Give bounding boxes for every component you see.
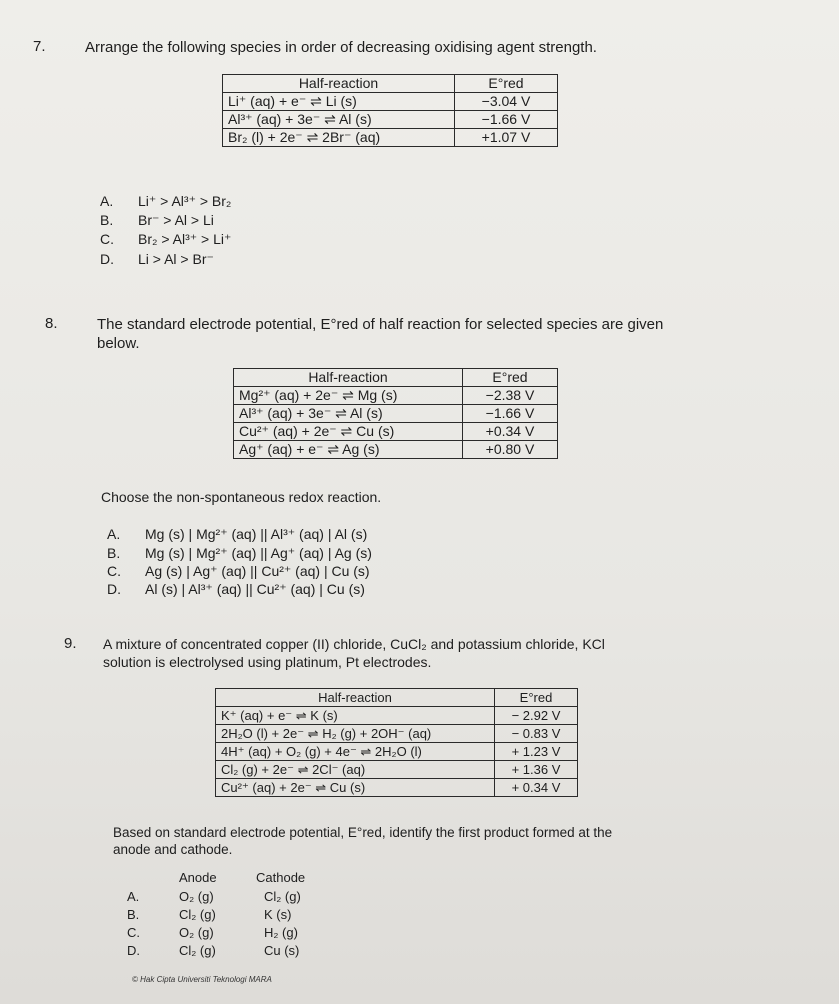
half-reaction-cell: 2H₂O (l) + 2e⁻ ⇌ H₂ (g) + 2OH⁻ (aq) — [216, 725, 495, 743]
option-cathode: Cl₂ (g) — [264, 889, 301, 904]
table-row — [216, 725, 578, 743]
option-letter: A. — [107, 526, 121, 542]
potential-cell: +0.34 V — [463, 423, 558, 441]
option-letter: C. — [100, 231, 114, 247]
half-reaction-cell: Cu²⁺ (aq) + 2e⁻ ⇌ Cu (s) — [216, 779, 495, 797]
option-cathode: Cu (s) — [264, 943, 300, 958]
option-anode: O₂ (g) — [179, 925, 214, 940]
option-letter: A. — [127, 889, 140, 904]
half-reaction-cell: Ag⁺ (aq) + e⁻ ⇌ Ag (s) — [234, 441, 463, 459]
option-text: Li⁺ > Al³⁺ > Br₂ — [138, 193, 232, 209]
half-reaction-cell: Mg²⁺ (aq) + 2e⁻ ⇌ Mg (s) — [234, 387, 463, 405]
table-row — [234, 441, 558, 459]
option-text: Al (s) | Al³⁺ (aq) || Cu²⁺ (aq) | Cu (s) — [145, 581, 365, 597]
question-8-text-line2: below. — [97, 335, 140, 352]
q7-option-d[interactable] — [100, 251, 214, 268]
table-row — [223, 129, 558, 147]
q9-option-c[interactable] — [127, 924, 298, 941]
question-9-number: 9. — [64, 635, 77, 652]
table-row — [223, 111, 558, 129]
potential-cell: − 2.92 V — [495, 707, 578, 725]
option-text: Br⁻ > Al > Li — [138, 212, 214, 228]
table-row — [216, 743, 578, 761]
table-header-potential: E°red — [455, 75, 558, 93]
cathode-column-header: Cathode — [256, 870, 306, 885]
q8-option-a[interactable] — [107, 526, 367, 543]
q7-option-a[interactable] — [100, 193, 231, 210]
q7-half-reaction-table — [222, 74, 558, 147]
q8-option-d[interactable] — [107, 581, 365, 598]
option-letter: C. — [107, 563, 121, 579]
table-row — [223, 93, 558, 111]
question-8-number: 8. — [45, 315, 58, 332]
table-row — [234, 423, 558, 441]
table-header-half-reaction: Half-reaction — [234, 369, 463, 387]
half-reaction-cell: Cu²⁺ (aq) + 2e⁻ ⇌ Cu (s) — [234, 423, 463, 441]
half-reaction-cell: Br₂ (l) + 2e⁻ ⇌ 2Br⁻ (aq) — [223, 129, 455, 147]
table-row — [216, 707, 578, 725]
potential-cell: −3.04 V — [455, 93, 558, 111]
half-reaction-cell: Al³⁺ (aq) + 3e⁻ ⇌ Al (s) — [223, 111, 455, 129]
question-9-prompt-line2: anode and cathode. — [113, 842, 233, 857]
half-reaction-cell: 4H⁺ (aq) + O₂ (g) + 4e⁻ ⇌ 2H₂O (l) — [216, 743, 495, 761]
question-7-number: 7. — [33, 38, 46, 55]
table-header-half-reaction: Half-reaction — [223, 75, 455, 93]
option-cathode: H₂ (g) — [264, 925, 298, 940]
q8-option-c[interactable] — [107, 563, 370, 580]
half-reaction-cell: K⁺ (aq) + e⁻ ⇌ K (s) — [216, 707, 495, 725]
q8-half-reaction-table — [233, 368, 558, 459]
option-cathode: K (s) — [264, 907, 292, 922]
q9-half-reaction-table — [215, 688, 578, 797]
potential-cell: +0.80 V — [463, 441, 558, 459]
option-text: Li > Al > Br⁻ — [138, 251, 214, 267]
q7-option-c[interactable] — [100, 231, 231, 248]
potential-cell: +1.07 V — [455, 129, 558, 147]
potential-cell: + 1.23 V — [495, 743, 578, 761]
question-8-prompt: Choose the non-spontaneous redox reaction. — [101, 489, 382, 505]
option-letter: B. — [107, 545, 121, 561]
option-letter: A. — [100, 193, 114, 209]
table-header-potential: E°red — [495, 689, 578, 707]
question-7-text: Arrange the following species in order of decreasing oxidising agent strength. — [85, 39, 597, 56]
option-letter: D. — [127, 943, 140, 958]
question-9-text-line2: solution is electrolysed using platinum, Pt electrodes. — [103, 654, 432, 670]
potential-cell: −2.38 V — [463, 387, 558, 405]
option-text: Ag (s) | Ag⁺ (aq) || Cu²⁺ (aq) | Cu (s) — [145, 563, 370, 579]
option-letter: D. — [107, 581, 121, 597]
option-text: Br₂ > Al³⁺ > Li⁺ — [138, 231, 232, 247]
option-text: Mg (s) | Mg²⁺ (aq) || Ag⁺ (aq) | Ag (s) — [145, 545, 372, 561]
option-letter: C. — [127, 925, 140, 940]
potential-cell: − 0.83 V — [495, 725, 578, 743]
q8-option-b[interactable] — [107, 545, 372, 562]
table-row — [234, 405, 558, 423]
half-reaction-cell: Cl₂ (g) + 2e⁻ ⇌ 2Cl⁻ (aq) — [216, 761, 495, 779]
potential-cell: −1.66 V — [463, 405, 558, 423]
table-row — [234, 387, 558, 405]
option-anode: Cl₂ (g) — [179, 907, 216, 922]
question-9-prompt-line1: Based on standard electrode potential, E°red, identify the first product formed at the — [113, 825, 613, 840]
option-anode: Cl₂ (g) — [179, 943, 216, 958]
q9-option-d[interactable] — [127, 942, 299, 959]
potential-cell: + 1.36 V — [495, 761, 578, 779]
half-reaction-cell: Li⁺ (aq) + e⁻ ⇌ Li (s) — [223, 93, 455, 111]
q7-option-b[interactable] — [100, 212, 214, 229]
q9-option-b[interactable] — [127, 906, 291, 923]
table-row — [216, 761, 578, 779]
option-letter: B. — [100, 212, 114, 228]
q9-option-a[interactable] — [127, 888, 301, 905]
option-letter: D. — [100, 251, 114, 267]
potential-cell: + 0.34 V — [495, 779, 578, 797]
potential-cell: −1.66 V — [455, 111, 558, 129]
option-anode: O₂ (g) — [179, 889, 214, 904]
table-header-half-reaction: Half-reaction — [216, 689, 495, 707]
question-9-text-line1: A mixture of concentrated copper (II) chloride, CuCl₂ and potassium chloride, KCl — [103, 636, 605, 652]
half-reaction-cell: Al³⁺ (aq) + 3e⁻ ⇌ Al (s) — [234, 405, 463, 423]
option-letter: B. — [127, 907, 140, 922]
question-8-text-line1: The standard electrode potential, E°red of half reaction for selected species are given — [97, 316, 664, 333]
table-row — [216, 779, 578, 797]
anode-column-header: Anode — [179, 870, 217, 885]
copyright-footer: © Hak Cipta Universiti Teknologi MARA — [132, 975, 272, 984]
option-text: Mg (s) | Mg²⁺ (aq) || Al³⁺ (aq) | Al (s) — [145, 526, 368, 542]
table-header-potential: E°red — [463, 369, 558, 387]
